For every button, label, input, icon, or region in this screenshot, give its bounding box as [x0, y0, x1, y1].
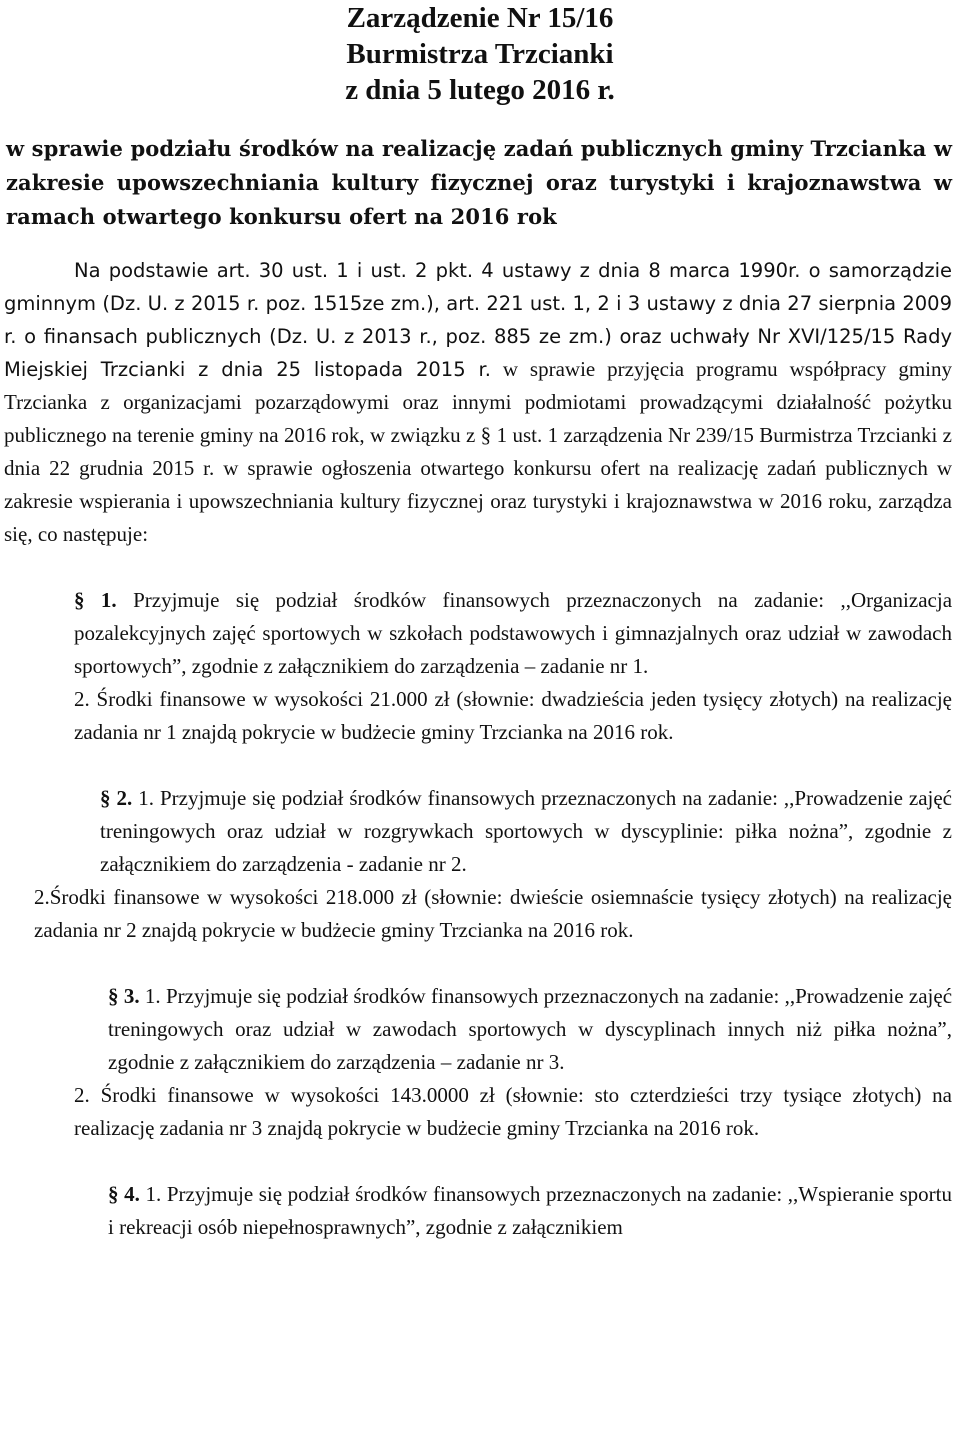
legal-basis-part1: Na podstawie art. 30 ust. 1 i ust. 2 pkt. 4 ustawy z dnia 8 marca 1990r. o samorządzie gminnym (Dz. U. z 2015 r. poz. 1515ze zm.), art. 221 ust. 1, 2 i 3 ustawy z dnia 27 sierpnia 2009 r. o finansach publicznych (Dz. U. z 2013 r., poz. 885 ze zm.) oraz uchwały Nr XVI/125/15 Rady Miejskiej Trzcianki z dnia 25 listopada 2015 r.	[4, 259, 952, 381]
document-date: z dnia 5 lutego 2016 r.	[345, 74, 615, 106]
section-1-paragraph-2: 2. Środki finansowe w wysokości 21.000 zł (słownie: dwadzieścia jeden tysięcy złotych) na realizację zadania nr 1 znajdą pokrycie w budżecie gminy Trzcianka na 2016 rok.	[74, 687, 952, 744]
section-3	[4, 980, 956, 1145]
section-3-text: 1. Przyjmuje się podział środków finansowych przeznaczonych na zadanie: ,,Prowadzenie zajęć treningowych oraz udział w zawodach sportowych w dyscyplinach innych niż piłka nożna”, zgodnie z załącznikiem do zarządzenia – zadanie nr 3.	[108, 984, 953, 1074]
section-2-text: 1. Przyjmuje się podział środków finansowych przeznaczonych na zadanie: ,,Prowadzenie zajęć treningowych oraz udział w rozgrywkach sportowych w dyscyplinie: piłka nożna”, zgodnie z załącznikiem do zarządzenia - zadanie nr 2.	[100, 786, 952, 876]
section-3-paragraph-1	[4, 980, 956, 1079]
section-1-paragraph-1	[4, 584, 956, 683]
section-1-number: § 1.	[74, 588, 117, 612]
legal-basis	[4, 254, 956, 551]
section-4	[4, 1178, 956, 1244]
document-header	[4, 0, 956, 108]
section-1	[4, 584, 956, 749]
section-2-paragraph-1	[4, 782, 956, 881]
document-subject: w sprawie podziału środków na realizację zadań publicznych gminy Trzcianka w zakresie upowszechniania kultury fizycznej oraz turystyki i krajoznawstwa w ramach otwartego konkursu ofert na 2016 rok	[6, 136, 952, 229]
section-1-text: Przyjmuje się podział środków finansowych przeznaczonych na zadanie: ,,Organizacja pozalekcyjnych zajęć sportowych w szkołach podstawowych i gimnazjalnych oraz udział w zawodach sportowych”, zgodnie z załącznikiem do zarządzenia – zadanie nr 1.	[74, 588, 953, 678]
section-2	[4, 782, 956, 947]
section-2-paragraph-2: 2.Środki finansowe w wysokości 218.000 zł (słownie: dwieście osiemnaście tysięcy złotych) na realizację zadania nr 2 znajdą pokrycie w budżecie gminy Trzcianka na 2016 rok.	[34, 885, 952, 942]
section-4-paragraph-1	[4, 1178, 956, 1244]
legal-basis-part2: w sprawie przyjęcia programu współpracy gminy Trzcianka z organizacjami pozarządowymi oraz innymi podmiotami prowadzącymi działalność pożytku publicznego na terenie gminy na 2016 rok, w związku z § 1 ust. 1 zarządzenia Nr 239/15 Burmistrza Trzcianki z dnia 22 grudnia 2015 r. w sprawie ogłoszenia otwartego konkursu ofert na realizację zadań publicznych w zakresie wspierania i upowszechniania kultury fizycznej oraz turystyki i krajoznawstwa w 2016 roku, zarządza się, co następuje:	[4, 357, 952, 546]
section-4-number: § 4.	[108, 1182, 140, 1206]
section-3-number: § 3.	[108, 984, 140, 1008]
section-3-paragraph-2: 2. Środki finansowe w wysokości 143.0000 zł (słownie: sto czterdzieści trzy tysiące złotych) na realizację zadania nr 3 znajdą pokrycie w budżecie gminy Trzcianka na 2016 rok.	[74, 1083, 952, 1140]
section-2-number: § 2.	[100, 786, 133, 810]
section-4-text: 1. Przyjmuje się podział środków finansowych przeznaczonych na zadanie: ,,Wspieranie sportu i rekreacji osób niepełnosprawnych”, zgodnie z załącznikiem	[108, 1182, 952, 1239]
document-title: Zarządzenie Nr 15/16	[346, 2, 614, 34]
document-issuer: Burmistrza Trzcianki	[346, 38, 614, 70]
